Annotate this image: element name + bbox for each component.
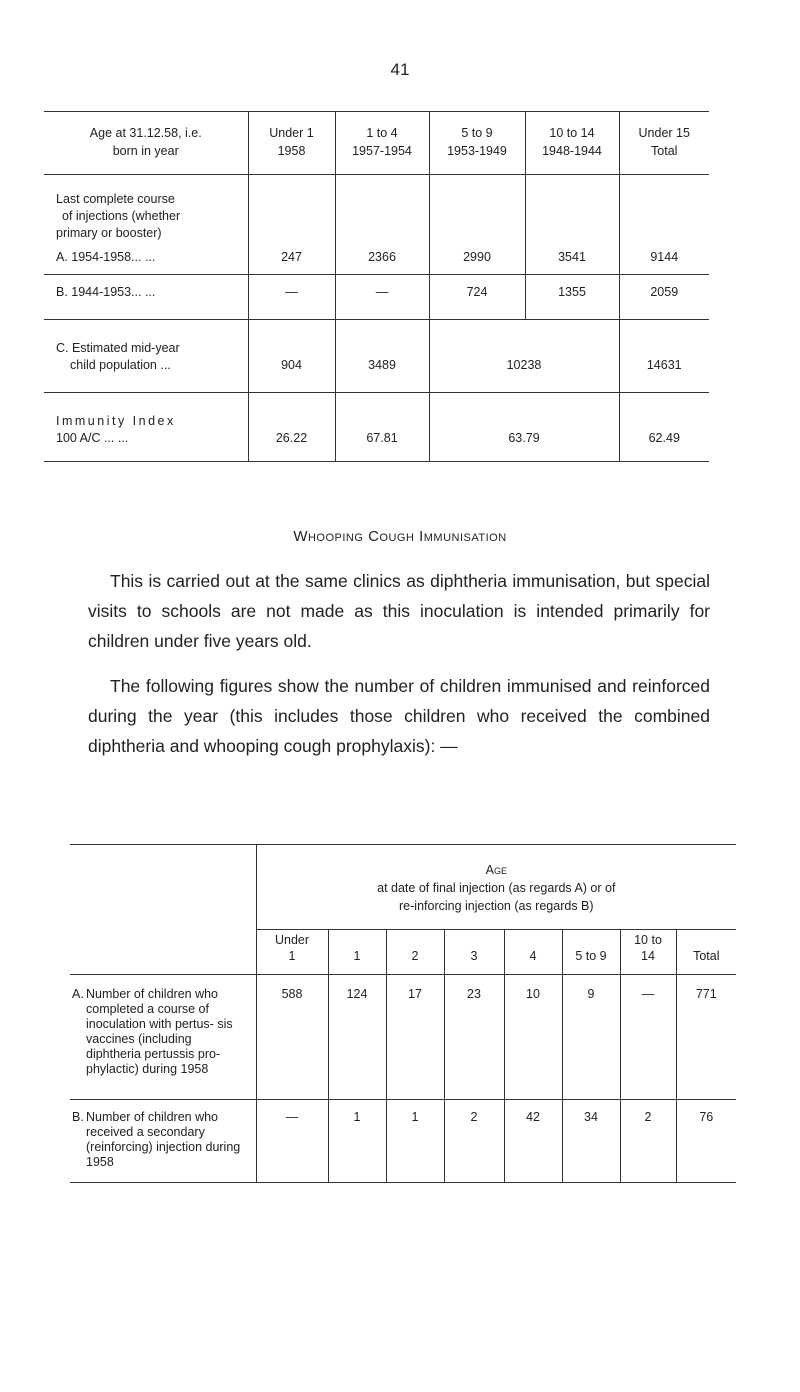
row-label: B. 1944-1953... ...	[44, 275, 248, 320]
table-cell: 42	[504, 1100, 562, 1183]
table-cell: 2366	[335, 242, 429, 275]
paragraph: The following figures show the number of children immunised and reinforced during the year (this includes those children who received the combined diphtheria and whooping cough prophylaxis): —	[88, 676, 710, 756]
table-cell: —	[620, 975, 676, 1100]
row-label: Immunity Index 100 A/C ... ...	[44, 393, 248, 462]
section-heading: Whooping Cough Immunisation	[293, 528, 507, 545]
table-cell: 904	[248, 320, 335, 393]
table-cell: 724	[429, 275, 525, 320]
table-cell: 771	[676, 975, 736, 1100]
section-label: Last complete course of injections (whether primary or booster)	[56, 192, 181, 240]
table-cell: 67.81	[335, 393, 429, 462]
col-header-2: 2	[386, 930, 444, 975]
table-cell: 9	[562, 975, 620, 1100]
table-row	[70, 975, 736, 1100]
table-cell: 2	[620, 1100, 676, 1183]
col-header-under-15-total: Under 15 Total	[619, 112, 709, 175]
table-cell: 76	[676, 1100, 736, 1183]
table-cell: 62.49	[619, 393, 709, 462]
table-cell: 17	[386, 975, 444, 1100]
table-cell: 10238	[429, 320, 619, 393]
age-label-header: Age at 31.12.58, i.e. born in year	[44, 112, 248, 175]
table-row	[44, 320, 709, 393]
col-header-4: 4	[504, 930, 562, 975]
table-row	[70, 1100, 736, 1183]
table-header-row	[44, 112, 709, 175]
col-header-10-to-14: 10 to 14	[620, 930, 676, 975]
page-number: 41	[390, 60, 410, 79]
table-cell: 1	[328, 1100, 386, 1183]
table-cell: —	[256, 1100, 328, 1183]
row-label: A. 1954-1958... ...	[44, 242, 248, 275]
col-header-1-to-4: 1 to 4 1957-1954	[335, 112, 429, 175]
col-header-3: 3	[444, 930, 504, 975]
table-row	[44, 275, 709, 320]
col-header-under-1: Under 1	[256, 930, 328, 975]
table-cell: —	[335, 275, 429, 320]
table-cell: 63.79	[429, 393, 619, 462]
row-label: A. Number of children who completed a course of inoculation with pertus- sis vaccines (including diphtheria pertussis pro- phylactic) during 1958	[72, 987, 233, 1076]
table-cell: 34	[562, 1100, 620, 1183]
table-cell: 588	[256, 975, 328, 1100]
table-cell: 23	[444, 975, 504, 1100]
col-header-under-1: Under 1 1958	[248, 112, 335, 175]
table-cell: 10	[504, 975, 562, 1100]
table-cell: 26.22	[248, 393, 335, 462]
col-header-5-to-9: 5 to 9 1953-1949	[429, 112, 525, 175]
immunisation-status-table	[44, 111, 709, 462]
col-header-1: 1	[328, 930, 386, 975]
table-row	[44, 242, 709, 275]
table-cell: 3489	[335, 320, 429, 393]
table-cell: 2059	[619, 275, 709, 320]
table-cell: 3541	[525, 242, 619, 275]
whooping-cough-table	[70, 844, 736, 1183]
row-label: C. Estimated mid-year child population ...	[44, 320, 248, 393]
col-header-total: Total	[676, 930, 736, 975]
age-header-row	[70, 845, 736, 930]
table-cell: 9144	[619, 242, 709, 275]
section-label-row	[44, 175, 709, 243]
table-cell: 1355	[525, 275, 619, 320]
col-header-10-to-14: 10 to 14 1948-1944	[525, 112, 619, 175]
table-cell: 14631	[619, 320, 709, 393]
table-row	[44, 393, 709, 462]
table-cell: 1	[386, 1100, 444, 1183]
age-header: Age at date of final injection (as regards A) or of re-inforcing injection (as regards B)	[256, 845, 736, 930]
row-label: B. Number of children who received a secondary (reinforcing) injection during 1958	[70, 1100, 256, 1183]
paragraph: This is carried out at the same clinics as diphtheria immunisation, but special visits to schools are not made as this inoculation is intended primarily for children under five years old.	[88, 571, 710, 651]
table-cell: 124	[328, 975, 386, 1100]
table-cell: —	[248, 275, 335, 320]
table-cell: 247	[248, 242, 335, 275]
table-cell: 2990	[429, 242, 525, 275]
table-cell: 2	[444, 1100, 504, 1183]
col-header-5-to-9: 5 to 9	[562, 930, 620, 975]
